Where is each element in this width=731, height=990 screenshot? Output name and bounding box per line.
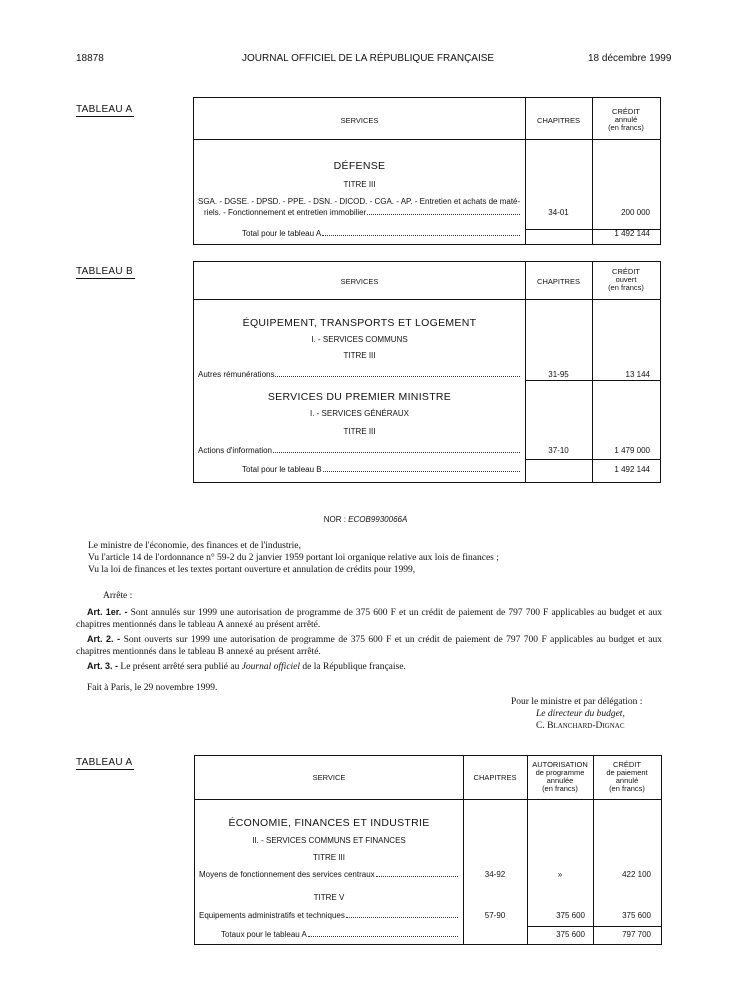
page-number: 18878	[76, 53, 104, 64]
signature-title: Le directeur du budget,	[536, 709, 625, 719]
col-header-credit: CRÉDIT annulé (en francs)	[608, 107, 644, 132]
section-heading: I. - SERVICES GÉNÉRAUX	[310, 409, 409, 418]
journal-title: JOURNAL OFFICIEL DE LA RÉPUBLIQUE FRANÇAISE	[242, 53, 495, 64]
article-3: Art. 3. - Le présent arrêté sera publié au Journal officiel de la République française.	[87, 661, 406, 672]
row-label: Equipements administratifs et techniques	[199, 911, 460, 921]
titre-v-heading: TITRE V	[313, 893, 345, 902]
total-value: 1 492 144	[614, 229, 650, 238]
table-a-economie	[194, 755, 662, 945]
intro-ministre: Le ministre de l'économie, des finances et de l'industrie,	[88, 541, 301, 551]
total-label: Total pour le tableau A	[242, 229, 522, 239]
credit-value: 13 144	[625, 370, 650, 379]
credit-value: 200 000	[621, 208, 650, 217]
ministry-heading: DÉFENSE	[333, 160, 386, 172]
nor-reference: NOR : ECOB9930066A	[323, 515, 408, 524]
tableau-a-label: TABLEAU A	[76, 104, 133, 115]
row-label: Autres rémunérations	[198, 370, 522, 380]
ministry-heading: ÉCONOMIE, FINANCES ET INDUSTRIE	[228, 817, 430, 829]
titre-heading: TITRE III	[343, 180, 376, 189]
credit-value: 422 100	[622, 870, 651, 879]
total-autorisation: 375 600	[556, 930, 585, 939]
table-a-defense	[193, 97, 661, 245]
tableau-b-label: TABLEAU B	[76, 266, 133, 277]
credit-value: 1 479 000	[614, 446, 650, 455]
col-header-chapitres: CHAPITRES	[537, 277, 580, 286]
section-heading: II. - SERVICES COMMUNS ET FINANCES	[252, 836, 406, 845]
row-label-line1: SGA. - DGSE. - DPSD. - PPE. - DSN. - DICOD. - CGA. - AP. - Entretien et achats de maté-	[198, 197, 521, 206]
chapitre-value: 34-92	[484, 870, 506, 879]
row-label: Moyens de fonctionnement des services centraux	[199, 870, 460, 880]
total-credit: 797 700	[622, 930, 651, 939]
row-label: Actions d'information	[198, 446, 522, 456]
tableau-a-label-2: TABLEAU A	[76, 757, 133, 768]
fait-a-paris: Fait à Paris, le 29 novembre 1999.	[87, 683, 218, 693]
ministry-heading-equipement: ÉQUIPEMENT, TRANSPORTS ET LOGEMENT	[242, 317, 477, 329]
col-header-service: SERVICE	[312, 773, 346, 782]
chapitre-value: 31-95	[548, 370, 569, 379]
autorisation-value: »	[557, 870, 563, 879]
arrete-heading: Arrête :	[103, 591, 133, 601]
intro-vu-article: Vu l'article 14 de l'ordonnance n° 59-2 du 2 janvier 1959 portant loi organique relative aux lois de finances ;	[88, 553, 499, 563]
chapitre-value: 34-01	[548, 208, 569, 217]
intro-vu-loi: Vu la loi de finances et les textes portant ouverture et annulation de crédits pour 1999,	[88, 565, 416, 575]
signature-delegation: Pour le ministre et par délégation :	[511, 697, 643, 707]
article-1: Art. 1er. - Sont annulés sur 1999 une autorisation de programme de 375 600 F et un crédit de paiement de 797 700 F applicables au budget et aux chapitres mentionnés dans le tableau A annexé au présent arrêté.	[76, 607, 662, 630]
credit-value: 375 600	[622, 911, 651, 920]
row-label-line2: riels. - Fonctionnement et entretien immobilier	[204, 208, 522, 218]
table-b	[193, 261, 661, 483]
total-value: 1 492 144	[614, 465, 650, 474]
section-heading: I. - SERVICES COMMUNS	[311, 335, 408, 344]
total-label: Totaux pour le tableau A	[221, 930, 460, 940]
col-header-services: SERVICES	[340, 277, 379, 286]
col-header-chapitres: CHAPITRES	[537, 116, 580, 125]
col-header-credit-paiement: CRÉDIT de paiement annulé (en francs)	[606, 760, 648, 793]
header-date: 18 décembre 1999	[588, 53, 672, 64]
col-header-chapitres: CHAPITRES	[473, 773, 517, 782]
col-header-autorisation: AUTORISATION de programme annulée (en francs)	[532, 760, 588, 793]
chapitre-value: 37-10	[548, 446, 569, 455]
ministry-heading-premier-ministre: SERVICES DU PREMIER MINISTRE	[267, 391, 452, 403]
titre-iii-heading: TITRE III	[313, 853, 345, 862]
chapitre-value: 57-90	[484, 911, 506, 920]
titre-heading: TITRE III	[343, 427, 376, 436]
autorisation-value: 375 600	[556, 911, 585, 920]
titre-heading: TITRE III	[343, 351, 376, 360]
article-2: Art. 2. - Sont ouverts sur 1999 une autorisation de programme de 375 600 F et un crédit de paiement de 797 700 F applicables au budget et aux chapitres mentionnés dans le tableau B annexé au présent arrêté.	[76, 634, 663, 657]
total-label: Total pour le tableau B	[242, 465, 522, 475]
col-header-credit: CRÉDIT ouvert (en francs)	[608, 267, 644, 292]
signature-name: C. Blanchard-Dignac	[536, 721, 625, 731]
col-header-services: SERVICES	[340, 116, 379, 125]
